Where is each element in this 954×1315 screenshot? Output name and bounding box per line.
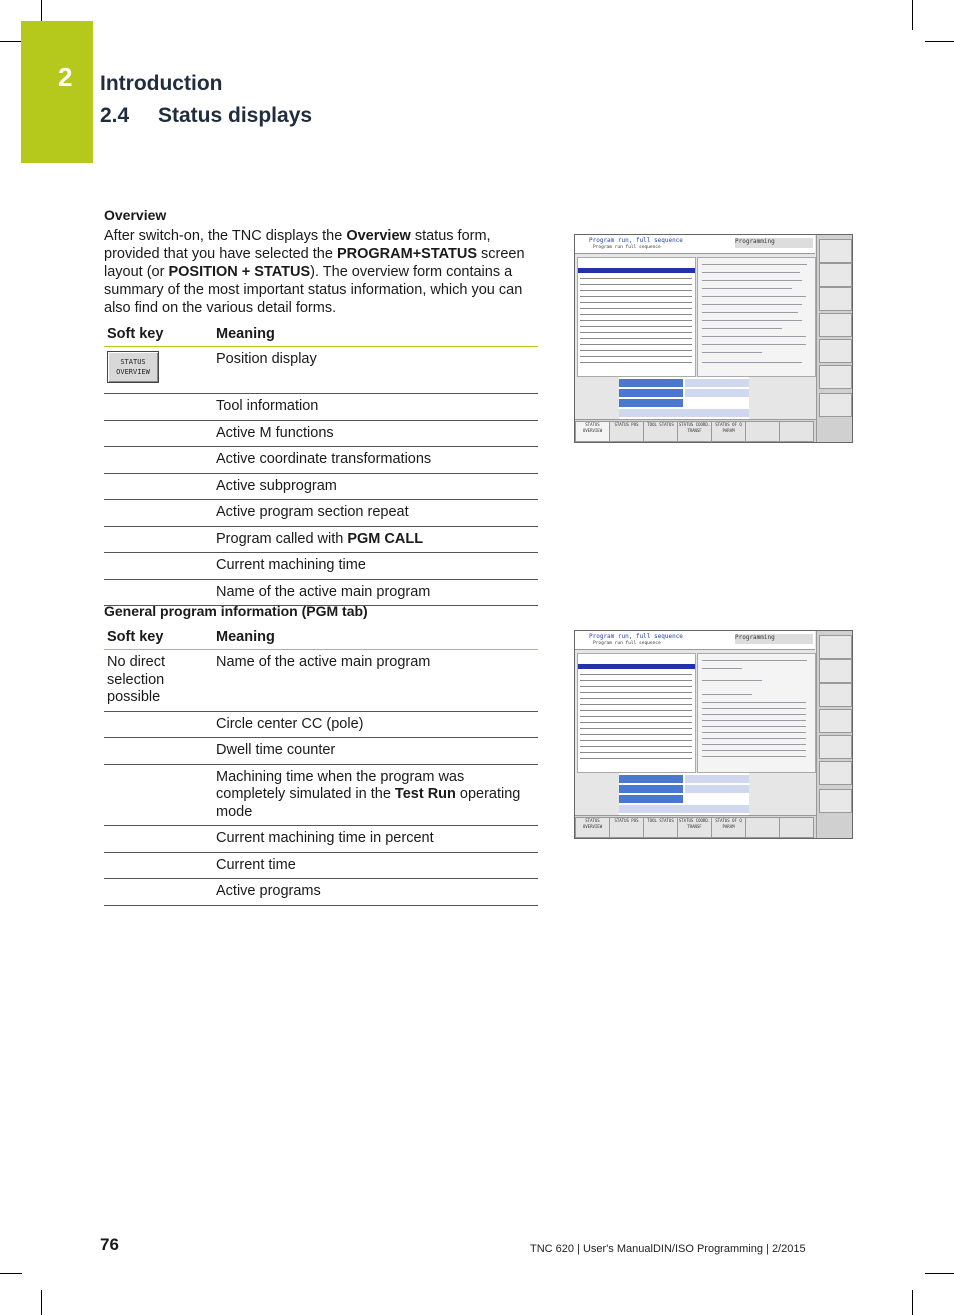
bold-term: Overview	[346, 228, 411, 244]
status-overview-softkey[interactable]: STATUS OVERVIEW	[107, 351, 159, 383]
table-row: Program called with PGM CALL	[104, 526, 538, 553]
softkey[interactable]: TOOL STATUS	[643, 817, 678, 838]
crop-mark	[912, 1290, 913, 1315]
pgm-table	[104, 624, 538, 906]
no-direct-selection: No direct selection possible	[104, 650, 213, 712]
softkey[interactable]: STATUS OF Q PARAM	[711, 421, 746, 442]
chapter-number: 2	[58, 62, 73, 92]
table-row: Current machining time in percent	[104, 826, 538, 853]
table-row: Active coordinate transformations	[104, 447, 538, 474]
side-softkeys	[816, 631, 852, 839]
softkey[interactable]: STATUS OF Q PARAM	[711, 817, 746, 838]
text-run: ). The overview form contains a summary of the most important status information, which you can also find on the various detail forms.	[104, 264, 523, 316]
table-row: Name of the active main program	[104, 579, 538, 606]
softkey[interactable]: STATUS OVERVIEW	[575, 421, 610, 442]
softkey-back[interactable]	[779, 421, 814, 442]
softkey-empty[interactable]	[745, 817, 780, 838]
crop-mark	[912, 0, 913, 30]
crop-mark	[0, 41, 22, 42]
pgm-heading: General program information (PGM tab)	[104, 603, 368, 619]
table-row: Active subprogram	[104, 473, 538, 500]
softkey[interactable]: STATUS OVERVIEW	[575, 817, 610, 838]
page-number: 76	[100, 1235, 119, 1254]
crop-mark	[925, 1273, 954, 1274]
softkey[interactable]: TOOL STATUS	[643, 421, 678, 442]
section-title-text: Status displays	[158, 104, 313, 127]
position-display	[619, 773, 749, 815]
chapter-tab	[21, 21, 93, 163]
status-panel	[697, 653, 816, 773]
table-row	[104, 347, 538, 394]
tnc-screenshot-overview: Program run, full sequence Program run full sequence Programming STATUS OVERVIEW STATUS POS TOOL STATUS STATUS COORD. TRANSF STATUS OF Q PARAM	[574, 234, 853, 443]
col-meaning: Meaning	[213, 624, 538, 650]
table-row: Machining time when the program was completely simulated in the Test Run operating mode	[104, 764, 538, 826]
softkey-row	[575, 419, 816, 442]
softkey-back[interactable]	[779, 817, 814, 838]
softkey-cell	[104, 347, 213, 394]
section-title	[100, 104, 312, 128]
meaning-cell: Position display	[213, 347, 538, 394]
footer-text: TNC 620 | User's ManualDIN/ISO Programming | 2/2015	[530, 1243, 806, 1255]
table-row: Tool information	[104, 394, 538, 421]
softkey-row	[575, 815, 816, 838]
tnc-screenshot-pgm: Program run, full sequence Program run full sequence Programming STATUS OVERVIEW STATUS POS TOOL STATUS STATUS COORD. TRANSF STATUS OF Q PARAM	[574, 630, 853, 839]
program-panel	[577, 257, 696, 377]
program-panel	[577, 653, 696, 773]
table-row: Circle center CC (pole)	[104, 711, 538, 738]
table-row: Dwell time counter	[104, 738, 538, 765]
chapter-title: Introduction	[100, 72, 223, 95]
softkey[interactable]: STATUS COORD. TRANSF	[677, 817, 712, 838]
overview-heading: Overview	[104, 207, 167, 223]
col-softkey: Soft key	[104, 321, 213, 347]
crop-mark	[0, 1273, 22, 1274]
overview-paragraph	[104, 227, 540, 317]
crop-mark	[925, 41, 954, 42]
table-row: Active M functions	[104, 420, 538, 447]
table-row: Current machining time	[104, 553, 538, 580]
table-row: No direct selection possible Name of the active main program	[104, 650, 538, 712]
col-softkey: Soft key	[104, 624, 213, 650]
section-number: 2.4	[100, 104, 130, 127]
softkey[interactable]: STATUS COORD. TRANSF	[677, 421, 712, 442]
crop-mark	[41, 1290, 42, 1315]
status-panel	[697, 257, 816, 377]
softkey[interactable]: STATUS POS	[609, 421, 644, 442]
softkey-empty[interactable]	[745, 421, 780, 442]
overview-table	[104, 321, 538, 606]
side-softkeys	[816, 235, 852, 443]
position-display	[619, 377, 749, 419]
table-row: Active program section repeat	[104, 500, 538, 527]
bold-term: POSITION + STATUS	[168, 264, 311, 280]
bold-term: PROGRAM+STATUS	[336, 246, 478, 262]
softkey[interactable]: STATUS POS	[609, 817, 644, 838]
table-row: Active programs	[104, 879, 538, 906]
table-row: Current time	[104, 852, 538, 879]
col-meaning: Meaning	[213, 321, 538, 347]
crop-mark	[41, 0, 42, 22]
text-run: screen layout (or	[104, 246, 525, 280]
text-run: status form, provided that you have selected the	[104, 228, 491, 262]
text-run: After switch-on, the TNC displays the	[104, 228, 347, 244]
